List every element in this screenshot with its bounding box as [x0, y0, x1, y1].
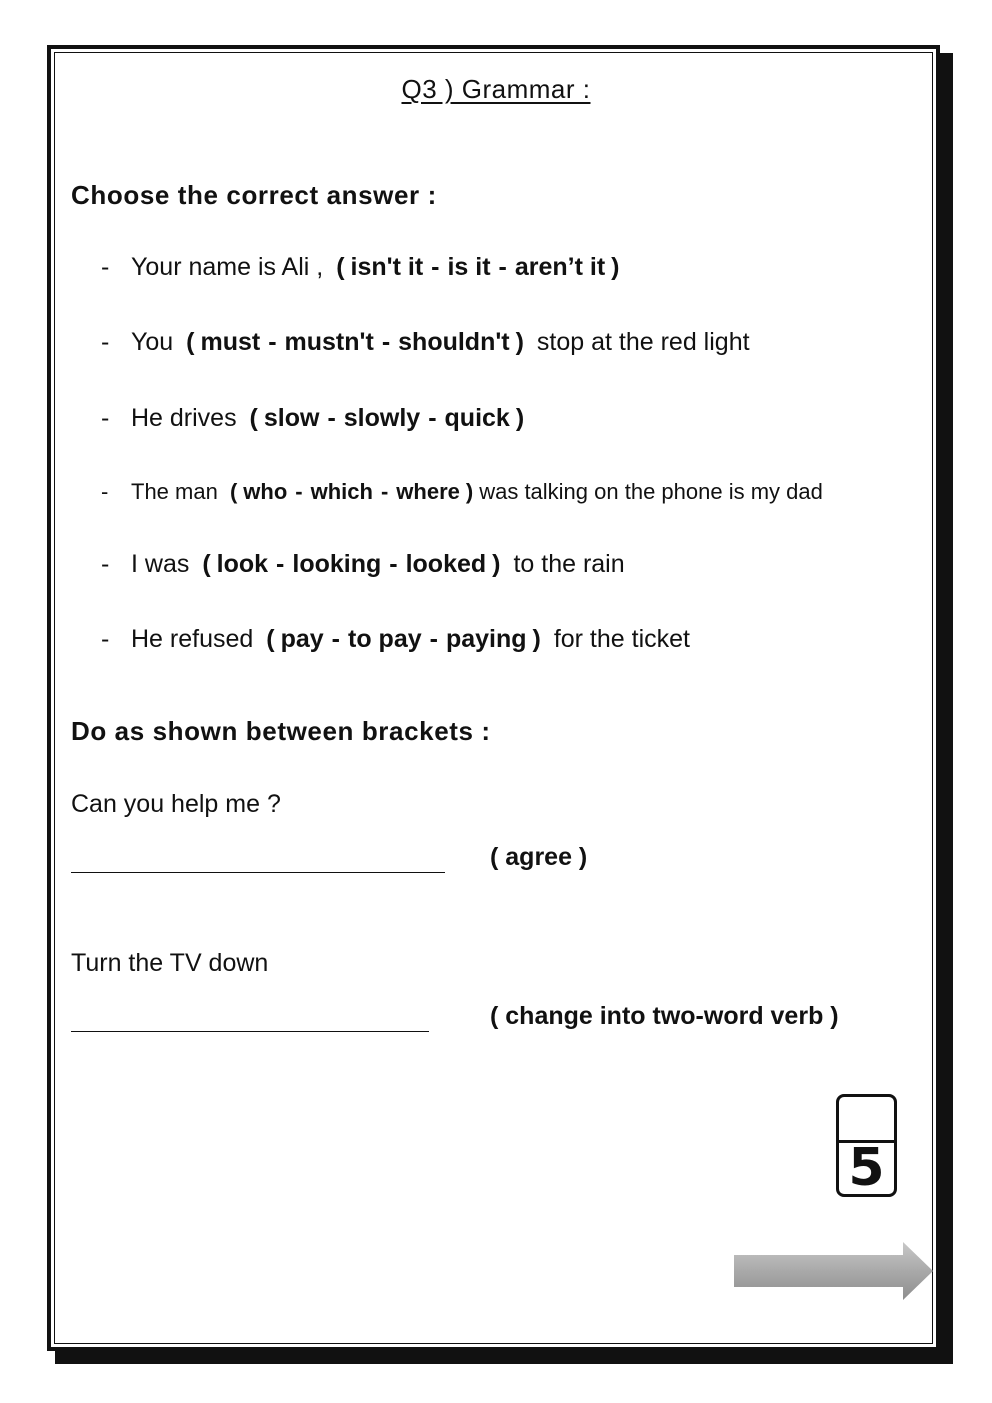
page-title: Q3 ) Grammar : [401, 74, 591, 104]
question-text-after: to the rain [513, 550, 625, 578]
answer-option[interactable]: which [310, 479, 373, 504]
answer-option[interactable]: slow [263, 404, 320, 432]
exercise-instruction: ( agree ) [490, 843, 588, 871]
question-text-before: You [131, 328, 174, 356]
question-item: - Your name is Ali , ( isn't it - is it - aren’t it ) [101, 253, 620, 281]
answer-option[interactable]: must [200, 328, 261, 356]
question-item: - The man ( who - which - where ) was talking on the phone is my dad [101, 479, 823, 504]
answer-option[interactable]: to pay [348, 625, 422, 653]
answer-option[interactable]: aren’t it [514, 253, 606, 281]
answer-option[interactable]: paying [445, 625, 527, 653]
question-item: - I was ( look - looking - looked ) to the rain [101, 550, 625, 578]
answer-option[interactable]: look [216, 550, 269, 578]
answer-option[interactable]: mustn't [284, 328, 374, 356]
question-text-after: was talking on the phone is my dad [479, 479, 823, 504]
answer-option[interactable]: looked [405, 550, 487, 578]
question-text-before: The man [131, 479, 218, 504]
exercise-instruction: ( change into two-word verb ) [490, 1002, 839, 1030]
answer-option[interactable]: shouldn't [398, 328, 510, 356]
exercise-prompt: Turn the TV down [71, 949, 269, 977]
exercise-prompt: Can you help me ? [71, 790, 281, 818]
score-box [836, 1094, 897, 1197]
question-text-after: for the ticket [553, 625, 690, 653]
page-frame-inner [54, 52, 933, 1344]
answer-option[interactable]: looking [292, 550, 382, 578]
answer-option[interactable]: slowly [343, 404, 421, 432]
score-mark: 5 [848, 1138, 885, 1198]
answer-option[interactable]: where [396, 479, 460, 504]
question-text-after: stop at the red light [536, 328, 750, 356]
answer-option[interactable]: pay [280, 625, 324, 653]
question-item: - He drives ( slow - slowly - quick ) [101, 404, 525, 432]
section-heading-choose: Choose the correct answer : [71, 180, 437, 210]
question-text-before: He drives [131, 404, 237, 432]
question-item: - He refused ( pay - to pay - paying ) for the ticket [101, 625, 690, 653]
answer-blank-line[interactable] [71, 872, 445, 873]
next-arrow-icon[interactable] [731, 1240, 936, 1302]
question-text-before: I was [131, 550, 190, 578]
answer-option[interactable]: quick [444, 404, 510, 432]
answer-option[interactable]: isn't it [350, 253, 424, 281]
question-text-before: Your name is Ali , [131, 253, 324, 281]
section-heading-brackets: Do as shown between brackets : [71, 716, 491, 746]
question-item: - You ( must - mustn't - shouldn't ) stop at the red light [101, 328, 750, 356]
question-text-before: He refused [131, 625, 254, 653]
answer-option[interactable]: who [243, 479, 288, 504]
answer-blank-line[interactable] [71, 1031, 429, 1032]
answer-option[interactable]: is it [447, 253, 491, 281]
